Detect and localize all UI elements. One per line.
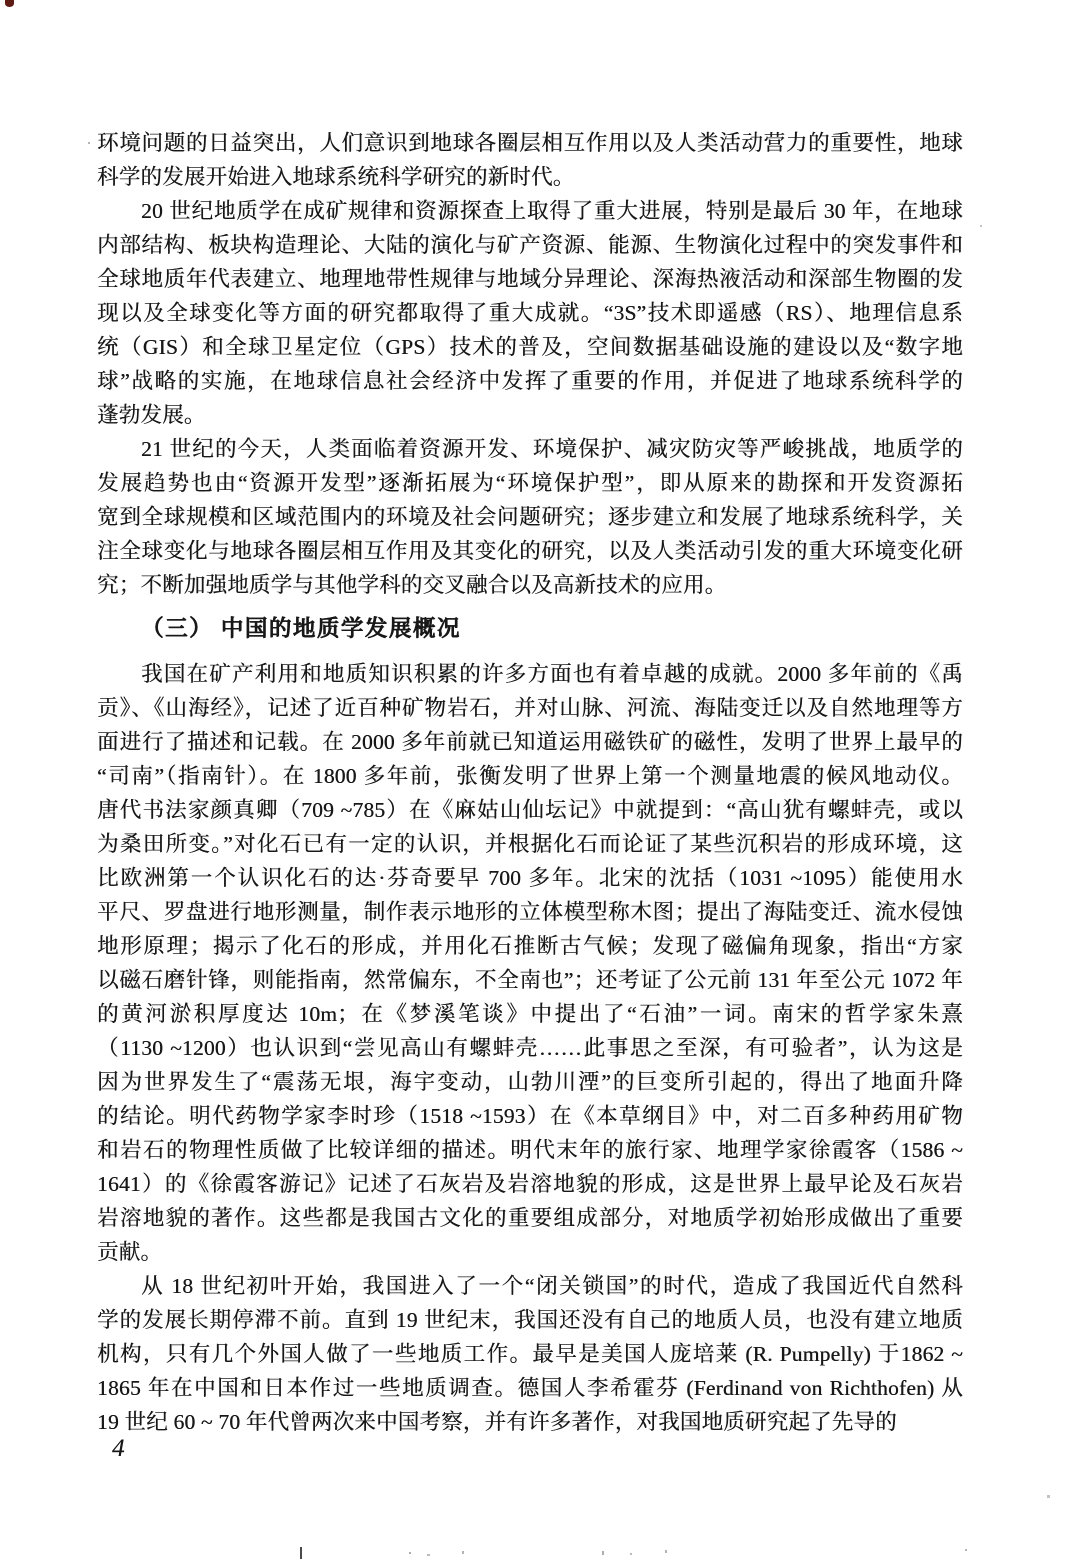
scan-speck [409, 1552, 411, 1554]
text-line: 比欧洲第一个认识化石的达·芬奇要早 700 多年。北宋的沈括（1031 ~1095）能使用水 [97, 866, 963, 890]
text-line: 地形原理；揭示了化石的形成，并用化石推断古气候；发现了磁偏角现象，指出“方家 [97, 934, 963, 958]
scan-speck [462, 1551, 464, 1554]
text-line: 因为世界发生了“震荡无垠，海宇变动，山勃川湮”的巨变所引起的，得出了地面升降 [97, 1070, 963, 1094]
scan-speck [665, 1550, 667, 1553]
text-line: 唐代书法家颜真卿（709 ~785）在《麻姑山仙坛记》中就提到：“高山犹有螺蚌壳，或以 [97, 798, 963, 822]
text-line: 以磁石磨针锋，则能指南，然常偏东，不全南也”；还考证了公元前 131 年至公元 1072 年 [97, 968, 963, 992]
text-line: 和岩石的物理性质做了比较详细的描述。明代末年的旅行家、地理学家徐霞客（1586 ~ [97, 1138, 963, 1162]
text-line: 1865 年在中国和日本作过一些地质调查。德国人李希霍芬 (Ferdinand von Richthofen) 从 [97, 1376, 963, 1400]
scan-speck [602, 1551, 604, 1555]
scan-artifact-corner-mark [5, 0, 14, 7]
text-line: 学的发展长期停滞不前。直到 19 世纪末，我国还没有自己的地质人员，也没有建立地质 [97, 1308, 963, 1332]
text-line: 注全球变化与地球各圈层相互作用及其变化的研究，以及人类活动引发的重大环境变化研 [97, 539, 963, 563]
text-line: 球”战略的实施，在地球信息社会经济中发挥了重要的作用，并促进了地球系统科学的 [97, 369, 963, 393]
text-line: 21 世纪的今天，人类面临着资源开发、环境保护、减灾防灾等严峻挑战，地质学的 [141, 437, 963, 461]
text-line: 蓬勃发展。 [97, 403, 206, 427]
text-line: 全球地质年代表建立、地理地带性规律与地域分异理论、深海热液活动和深部生物圈的发 [97, 267, 963, 291]
text-line: 机构，只有几个外国人做了一些地质工作。最早是美国人庞培莱 (R. Pumpelly) 于1862 ~ [97, 1342, 963, 1366]
text-line: 19 世纪 60 ~ 70 年代曾两次来中国考察，并有许多著作，对我国地质研究起了先导的 [97, 1410, 897, 1434]
scan-speck [1047, 1495, 1050, 1498]
scan-speck [300, 1547, 302, 1559]
text-line: 统（GIS）和全球卫星定位（GPS）技术的普及，空间数据基础设施的建设以及“数字地 [97, 335, 963, 359]
text-line: 为桑田所变。”对化石已有一定的认识，并根据化石而论证了某些沉积岩的形成环境，这 [97, 832, 963, 856]
text-line: 现以及全球变化等方面的研究都取得了重大成就。“3S”技术即遥感（RS）、地理信息系 [97, 301, 963, 325]
scan-speck [427, 1554, 430, 1556]
text-line: 科学的发展开始进入地球系统科学研究的新时代。 [97, 165, 575, 189]
text-line: 贡献。 [97, 1240, 163, 1264]
text-line: （1130 ~1200）也认识到“尝见高山有螺蚌壳……此事思之至深，有可验者”，认为这是 [97, 1036, 963, 1060]
scan-speck [630, 1553, 632, 1555]
text-line: 岩溶地貌的著作。这些都是我国古文化的重要组成部分，对地质学初始形成做出了重要 [97, 1206, 963, 1230]
text-line: 的黄河淤积厚度达 10m；在《梦溪笔谈》中提出了“石油”一词。南宋的哲学家朱熹 [97, 1002, 963, 1026]
text-line: 环境问题的日益突出，人们意识到地球各圈层相互作用以及人类活动营力的重要性，地球 [97, 131, 963, 155]
text-line: 宽到全球规模和区域范围内的环境及社会问题研究；逐步建立和发展了地球系统科学，关 [97, 505, 963, 529]
text-line: 发展趋势也由“资源开发型”逐渐拓展为“环境保护型”，即从原来的勘探和开发资源拓 [97, 471, 963, 495]
scan-speck [980, 225, 982, 227]
text-line: 贡》、《山海经》，记述了近百种矿物岩石，并对山脉、河流、海陆变迁以及自然地理等方 [97, 696, 963, 720]
text-line: 平尺、罗盘进行地形测量，制作表示地形的立体模型称木图；提出了海陆变迁、流水侵蚀 [97, 900, 963, 924]
text-line: 内部结构、板块构造理论、大陆的演化与矿产资源、能源、生物演化过程中的突发事件和 [97, 233, 963, 257]
page-body-text [97, 126, 963, 1439]
text-line: 1641）的《徐霞客游记》记述了石灰岩及岩溶地貌的形成，这是世界上最早论及石灰岩 [97, 1172, 963, 1196]
text-line: “司南”（指南针）。在 1800 多年前，张衡发明了世界上第一个测量地震的候风地动仪。 [97, 764, 963, 788]
scan-speck [965, 1549, 967, 1551]
text-line: 我国在矿产利用和地质知识积累的许多方面也有着卓越的成就。2000 多年前的《禹 [141, 662, 963, 686]
text-line: 从 18 世纪初叶开始，我国进入了一个“闭关锁国”的时代，造成了我国近代自然科 [141, 1274, 963, 1298]
text-line: 究；不断加强地质学与其他学科的交叉融合以及高新技术的应用。 [97, 573, 727, 597]
page-number: 4 [112, 1435, 125, 1462]
text-line: 20 世纪地质学在成矿规律和资源探查上取得了重大进展，特别是最后 30 年，在地球 [141, 199, 963, 223]
section-heading: （三） 中国的地质学发展概况 [141, 616, 461, 641]
text-line: 的结论。明代药物学家李时珍（1518 ~1593）在《本草纲目》中，对二百多种药用矿物 [97, 1104, 963, 1128]
text-line: 面进行了描述和记载。在 2000 多年前就已知道运用磁铁矿的磁性，发明了世界上最早的 [97, 730, 963, 754]
scan-speck [88, 142, 90, 144]
